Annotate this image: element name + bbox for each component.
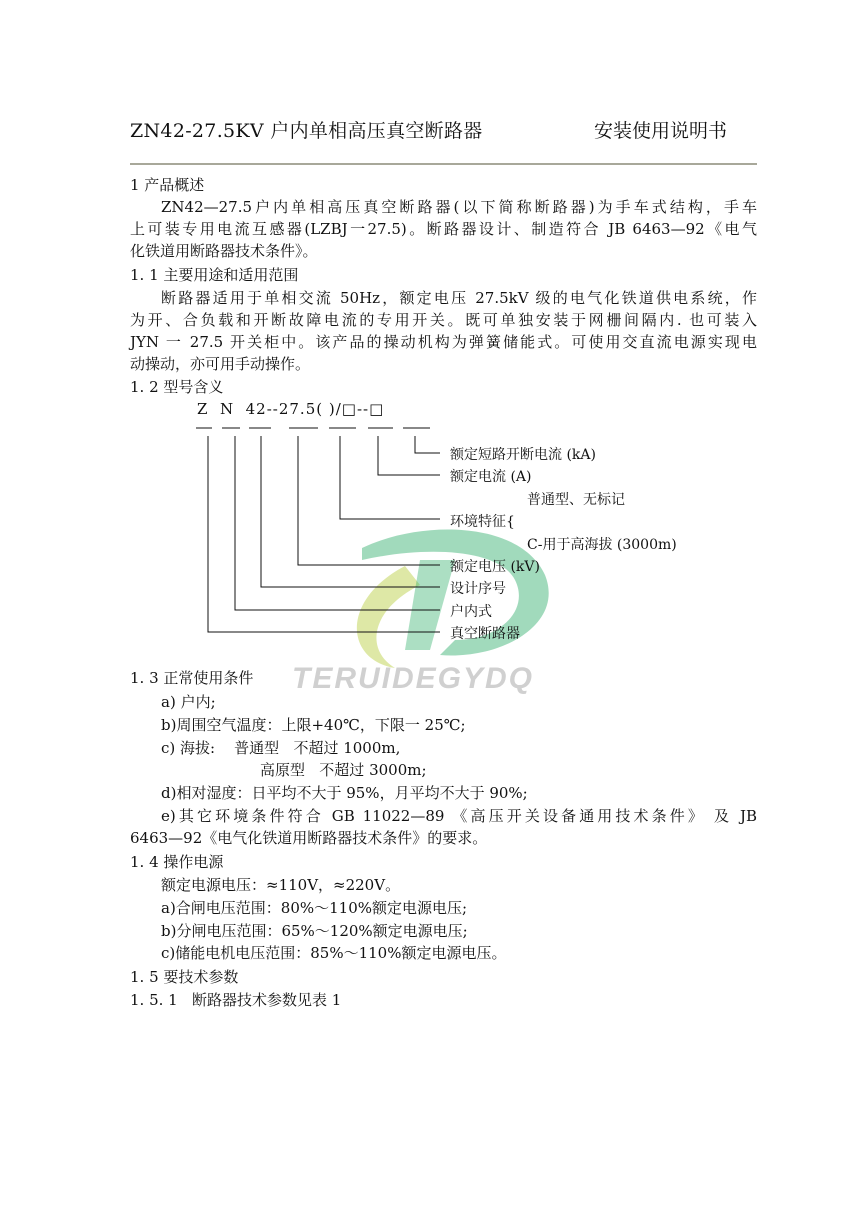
section-heading: 1. 5 要技术参数 bbox=[130, 968, 239, 986]
model-label-normal-type: 普通型、无标记 bbox=[527, 492, 625, 508]
watermark-text: TERUIDEGYDQ bbox=[292, 662, 535, 695]
paragraph-line: 断路器适用于单相交流 50Hz，额定电压 27.5kV 级的电气化铁道供电系统，作 bbox=[161, 289, 757, 307]
list-item: e)其它环境条件符合 GB 11022—89 《高压开关设备通用技术条件》 及 JB bbox=[161, 807, 757, 825]
paragraph-line: 上可装专用电流互感器(LZBJ一27.5)。断路器设计、制造符合 JB 6463—92《电气 bbox=[130, 220, 757, 238]
list-item: b)分闸电压范围：65%～120%额定电源电压; bbox=[161, 922, 468, 940]
section-heading: 1. 1 主要用途和适用范围 bbox=[130, 266, 299, 284]
paragraph-line: ZN42—27.5户内单相高压真空断路器(以下简称断路器)为手车式结构，手车 bbox=[161, 198, 757, 216]
paragraph-line: JYN 一 27.5 开关柜中。该产品的操动机构为弹簧储能式。可使用交直流电源实现电 bbox=[130, 333, 757, 351]
document-type: 安装使用说明书 bbox=[594, 120, 728, 142]
section-heading: 1. 3 正常使用条件 bbox=[130, 669, 254, 687]
model-label-indoor: 户内式 bbox=[450, 604, 492, 620]
list-item: b)周围空气温度：上限+40℃，下限一 25℃; bbox=[161, 716, 466, 734]
model-label-rated-current: 额定电流 (A) bbox=[450, 469, 532, 485]
model-label-design-serial: 设计序号 bbox=[450, 581, 506, 597]
paragraph-line: 动操动，亦可用手动操作。 bbox=[130, 355, 311, 373]
paragraph-line: 为开、合负载和开断故障电流的专用开关。既可单独安装于网栅间隔内. 也可装入 bbox=[130, 311, 757, 329]
paragraph-line: 额定电源电压：≈110V，≈220V。 bbox=[161, 876, 401, 894]
model-code: Z N 42--27.5( )/□--□ bbox=[197, 400, 385, 418]
section-heading: 1. 2 型号含义 bbox=[130, 378, 224, 396]
model-label-environment: 环境特征{ bbox=[450, 514, 515, 530]
section-heading: 1. 5. 1 断路器技术参数见表 1 bbox=[130, 991, 342, 1009]
model-label-rated-voltage: 额定电压 (kV) bbox=[450, 559, 540, 575]
section-heading: 1. 4 操作电源 bbox=[130, 853, 224, 871]
list-item: c)储能电机电压范围：85%～110%额定电源电压。 bbox=[161, 944, 507, 962]
list-item: d)相对湿度：日平均不大于 95%，月平均不大于 90%; bbox=[161, 784, 528, 802]
list-item: a)合闸电压范围：80%～110%额定电源电压; bbox=[161, 899, 468, 917]
paragraph-line: 6463—92《电气化铁道用断路器技术条件》的要求。 bbox=[130, 829, 488, 847]
model-label-breaking-current: 额定短路开断电流 (kA) bbox=[450, 447, 596, 463]
document-title: ZN42-27.5KV 户内单相高压真空断路器 bbox=[130, 120, 483, 142]
model-label-vacuum-breaker: 真空断路器 bbox=[450, 626, 520, 642]
list-item: 高原型 不超过 3000m; bbox=[260, 761, 427, 779]
list-item: a) 户内; bbox=[161, 693, 216, 711]
paragraph-line: 化铁道用断路器技术条件》。 bbox=[130, 242, 318, 260]
section-heading: 1 产品概述 bbox=[130, 176, 205, 194]
model-label-high-altitude: C-用于高海拔 (3000m) bbox=[527, 537, 677, 553]
list-item: c) 海拔: 普通型 不超过 1000m, bbox=[161, 739, 401, 757]
